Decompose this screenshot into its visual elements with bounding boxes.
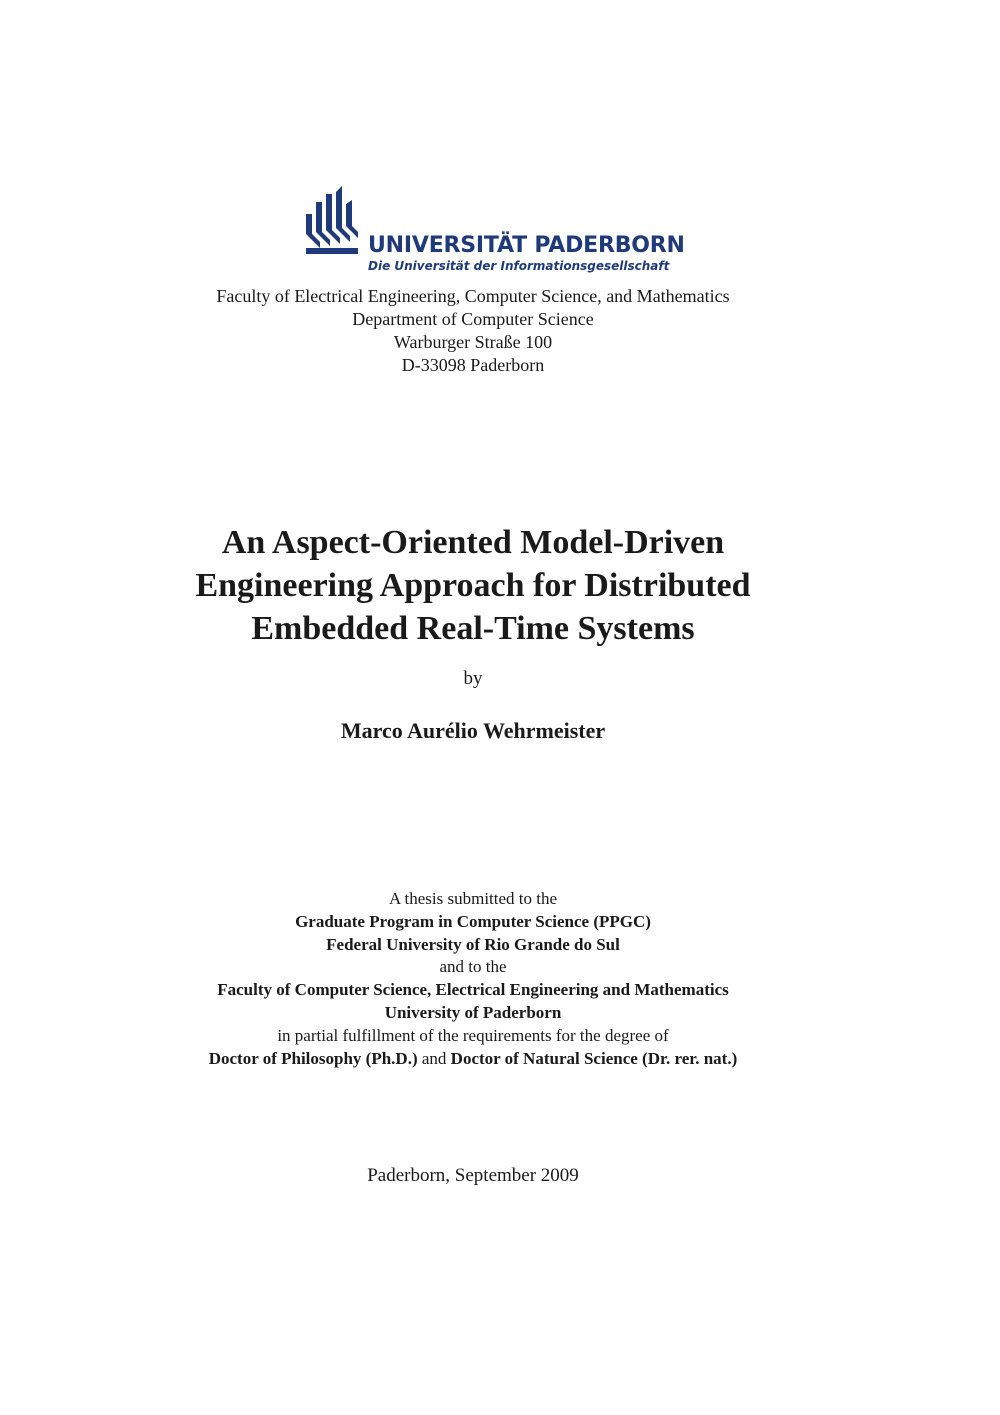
submission-intro: A thesis submitted to the [388, 889, 558, 908]
degree-phd: Doctor of Philosophy (Ph.D.) [208, 1048, 418, 1068]
author-name: Marco Aurélio Wehrmeister [340, 718, 606, 743]
requirement-text: in partial fulfillment of the requirements for the degree of [277, 1025, 669, 1045]
city-postcode: D-33098 Paderborn [401, 355, 545, 375]
thesis-title [0, 521, 946, 650]
faculty-2: Faculty of Computer Science, Electrical Engineering and Mathematics [217, 980, 729, 1000]
title-line-3: Embedded Real-Time Systems [251, 610, 695, 647]
degrees-line [0, 1048, 946, 1071]
logo-university-name: UNIVERSITÄT PADERBORN [368, 233, 685, 258]
logo-tagline: Die Universität der Informationsgesellschaft [368, 259, 670, 273]
faculty-name: Faculty of Electrical Engineering, Computer Science, and Mathematics [216, 286, 730, 306]
title-line-2: Engineering Approach for Distributed [195, 567, 751, 604]
place-and-date: Paderborn, September 2009 [367, 1165, 579, 1186]
graduate-program: Graduate Program in Computer Science (PPGC) [295, 911, 651, 931]
degree-dr-rer-nat: Doctor of Natural Science (Dr. rer. nat.) [450, 1048, 738, 1068]
university-1: Federal University of Rio Grande do Sul [326, 934, 620, 954]
university-emblem-icon [306, 186, 366, 256]
department-name: Department of Computer Science [352, 309, 594, 329]
submission-statement [0, 888, 946, 1070]
street-address: Warburger Straße 100 [393, 332, 553, 352]
and-to-the: and to the [439, 957, 507, 977]
university-logo [306, 186, 685, 276]
degree-conjunction: and [421, 1048, 447, 1068]
title-line-1: An Aspect-Oriented Model-Driven [221, 524, 725, 561]
department-address [0, 285, 946, 377]
university-2: University of Paderborn [384, 1002, 562, 1022]
by-label: by [463, 668, 483, 689]
